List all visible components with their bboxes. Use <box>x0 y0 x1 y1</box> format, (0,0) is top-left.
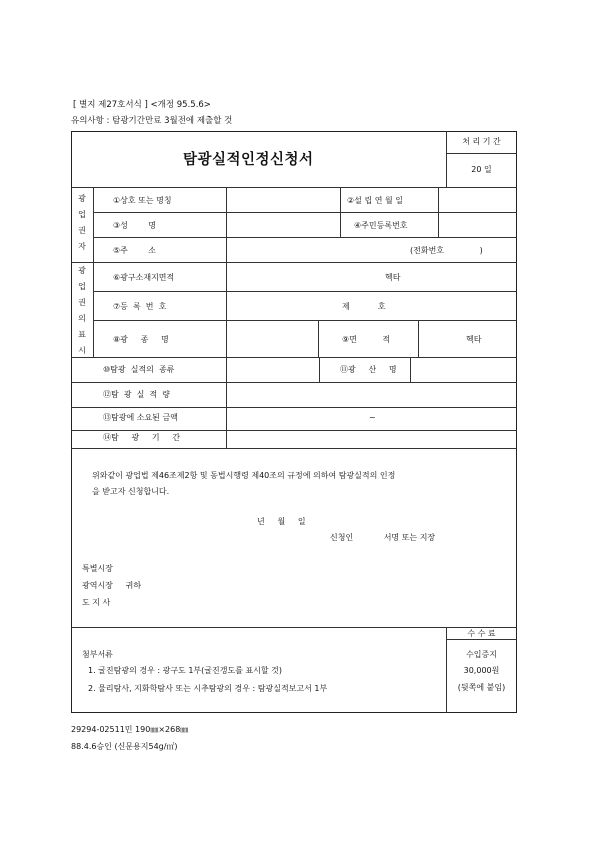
unit-hectare-area: 헥타 <box>466 335 482 344</box>
label-exploration-amount: ⑫탐 광 실 적 량 <box>103 390 170 399</box>
label-resident-number: ④주민등록번호 <box>354 221 408 230</box>
processing-period-value: 20 일 <box>471 165 492 174</box>
attachment-item-1: 1. 굴진탐광의 경우 : 광구도 1부(굴진갱도를 표시할 것) <box>88 666 283 675</box>
application-form <box>71 131 517 713</box>
divider <box>71 448 517 449</box>
label-exploration-period: ⑭탐 광 기 간 <box>103 433 181 442</box>
cost-range-tilde: ~ <box>369 413 376 422</box>
statement-line-1: 위와같이 광업법 제46조제2항 및 동법시행령 제40조의 규정에 의하여 탐광실적의 인정 <box>92 471 396 480</box>
label-area: ⑨면 적 <box>342 335 391 344</box>
side-label-applicant: 광 업 권 자 <box>78 194 86 251</box>
divider <box>71 262 517 263</box>
divider <box>319 357 320 382</box>
label-mine-name: ⑪광 산 명 <box>340 365 397 374</box>
fee-note: (뒷쪽에 붙임) <box>457 683 506 692</box>
side-label-rights: 광 업 권 의 표 시 <box>78 266 86 355</box>
divider <box>410 357 411 382</box>
fee-label: 수 수 료 <box>467 629 496 638</box>
label-establish-date: ②설 립 연 월 일 <box>347 196 403 205</box>
processing-period-label: 처 리 기 간 <box>462 137 501 146</box>
divider <box>446 153 517 154</box>
applicant-signature-line: 신청인 서명 또는 지장 <box>330 533 436 542</box>
divider <box>93 212 517 213</box>
divider <box>226 187 227 448</box>
divider <box>71 187 517 188</box>
divider <box>71 407 517 408</box>
divider <box>93 187 94 357</box>
notice-text: 유의사항 : 탐광기간만료 3월전에 제출할 것 <box>71 116 233 126</box>
divider <box>71 430 517 431</box>
label-address: ⑤주 소 <box>113 246 156 255</box>
divider <box>93 237 517 238</box>
registration-number-template: 제 호 <box>342 302 386 311</box>
label-exploration-type: ⑩탐광 실적의 종류 <box>103 365 175 374</box>
recipient-governor: 도 지 사 <box>82 598 111 607</box>
divider <box>418 320 419 357</box>
divider <box>71 627 517 628</box>
label-registration-number: ⑦등 록 번 호 <box>113 302 167 311</box>
label-name: ③성 명 <box>113 221 156 230</box>
recipient-special-city: 특별시장 <box>82 564 113 573</box>
form-title: 탐광실적인정신청서 <box>183 152 314 168</box>
attachment-item-2: 2. 물리탐사, 지화학탐사 또는 시추탐광의 경우 : 탐광실적보고서 1부 <box>88 684 328 693</box>
label-company-name: ①상호 또는 명칭 <box>113 196 172 205</box>
unit-hectare: 헥타 <box>385 273 401 282</box>
statement-line-2: 을 받고자 신청합니다. <box>92 487 170 496</box>
divider <box>93 320 517 321</box>
attachments-title: 첨부서류 <box>82 650 113 659</box>
date-line: 년 월 일 <box>257 517 306 526</box>
label-mineral-type: ⑧광 종 명 <box>113 335 169 344</box>
divider <box>446 639 517 640</box>
form-reference: [ 별지 제27호서식 ] <개정 95.5.6> <box>73 100 211 110</box>
footer-approval: 88.4.6승인 (신문용지54g/㎡) <box>71 742 178 751</box>
fee-stamp-label: 수입증지 <box>466 650 497 659</box>
divider <box>438 187 439 237</box>
fee-amount: 30,000원 <box>463 666 500 675</box>
label-exploration-cost: ⑬탐광에 소요된 금액 <box>103 413 178 422</box>
label-mine-area: ⑥광구소재지면적 <box>113 273 175 282</box>
divider <box>318 320 319 357</box>
label-phone: (전화번호 ) <box>410 246 483 255</box>
divider <box>71 382 517 383</box>
divider <box>340 187 341 237</box>
divider <box>71 357 517 358</box>
recipient-metro-city: 광역시장 귀하 <box>82 581 142 590</box>
divider <box>93 291 517 292</box>
footer-form-code: 29294-02511민 190㎜×268㎜ <box>71 725 189 734</box>
